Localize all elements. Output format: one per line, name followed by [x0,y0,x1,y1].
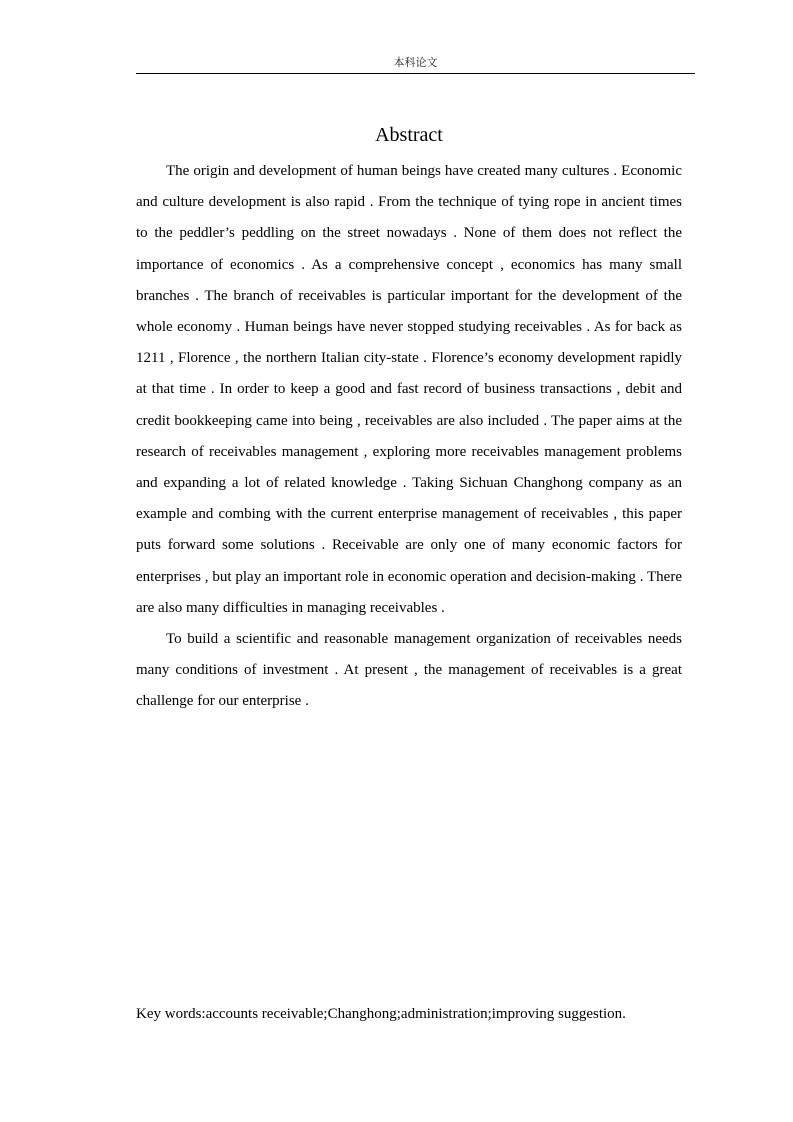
abstract-body [136,156,682,718]
abstract-paragraph-2: To build a scientific and reasonable management organization of receivables needs many conditions of investment . At present , the management of receivables is a great challenge for our enterprise . [136,631,682,710]
header-divider [136,73,695,74]
running-header: 本科论文 [393,56,438,69]
keywords-line: Key words:accounts receivable;Changhong;administration;improving suggestion. [136,1006,626,1022]
abstract-paragraph-1: The origin and development of human beings have created many cultures . Economic and culture development is also rapid . From the technique of tying rope in ancient times to the peddler’s peddling on the street nowadays . None of them does not reflect the importance of economics . As a comprehensive concept , economics has many small branches . The branch of receivables is particular important for the development of the whole economy . Human beings have never stopped studying receivables . As for back as 1211 , Florence , the northern Italian city-state . Florence’s economy development rapidly at that time . In order to keep a good and fast record of business transactions , debit and credit bookkeeping came into being , receivables are also included . The paper aims at the research of receivables management , exploring more receivables management problems and expanding a lot of related knowledge . Taking Sichuan Changhong company as an example and combing with the current enterprise management of receivables , this paper puts forward some solutions . Receivable are only one of many economic factors for enterprises , but play an important role in economic operation and decision-making . There are also many difficulties in managing receivables . [136,163,682,616]
abstract-title: Abstract [375,124,443,146]
